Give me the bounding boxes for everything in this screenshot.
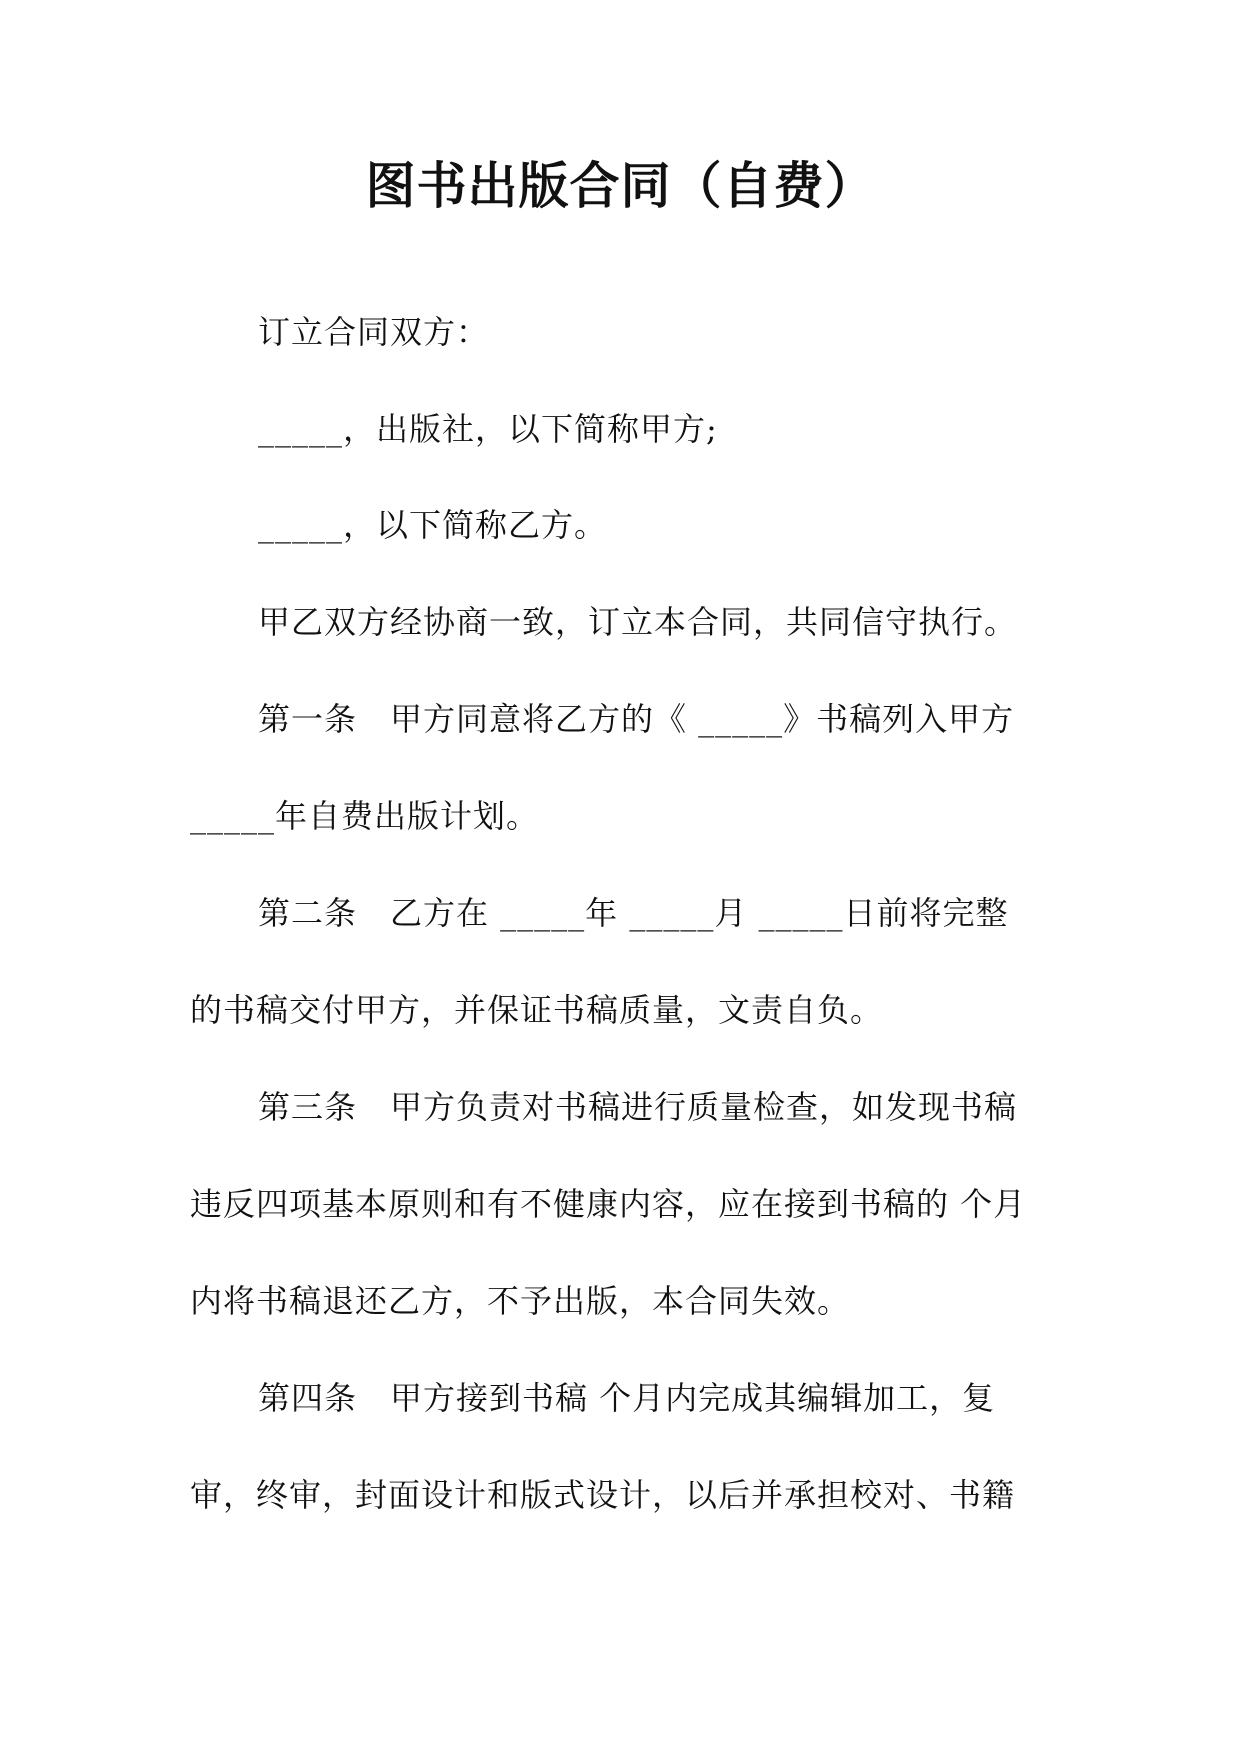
document-title: 图书出版合同（自费） (365, 156, 876, 215)
contract-parties-heading: 订立合同双方： (258, 313, 490, 351)
party-a-line: _____，出版社，以下简称甲方; (258, 410, 718, 448)
article-4-line-1: 第四条 甲方接到书稿 个月内完成其编辑加工，复 (258, 1379, 996, 1417)
agreement-statement: 甲乙双方经协商一致，订立本合同，共同信守执行。 (258, 603, 1018, 641)
article-3-line-2: 违反四项基本原则和有不健康内容，应在接到书稿的 个月 (190, 1185, 1027, 1223)
article-2-line-1: 第二条 乙方在 _____年 _____月 _____日前将完整 (258, 894, 1009, 932)
party-b-line: _____，以下简称乙方。 (258, 506, 608, 544)
article-1-line-1: 第一条 甲方同意将乙方的《 _____》书稿列入甲方 (258, 700, 1015, 738)
article-4-line-2: 审，终审，封面设计和版式设计，以后并承担校对、书籍 (190, 1476, 1016, 1514)
article-3-line-3: 内将书稿退还乙方，不予出版，本合同失效。 (190, 1282, 851, 1320)
article-3-line-1: 第三条 甲方负责对书稿进行质量检查，如发现书稿 (258, 1088, 1018, 1126)
article-2-line-2: 的书稿交付甲方，并保证书稿质量，文责自负。 (190, 991, 884, 1029)
article-1-line-2: _____年自费出版计划。 (190, 797, 540, 835)
